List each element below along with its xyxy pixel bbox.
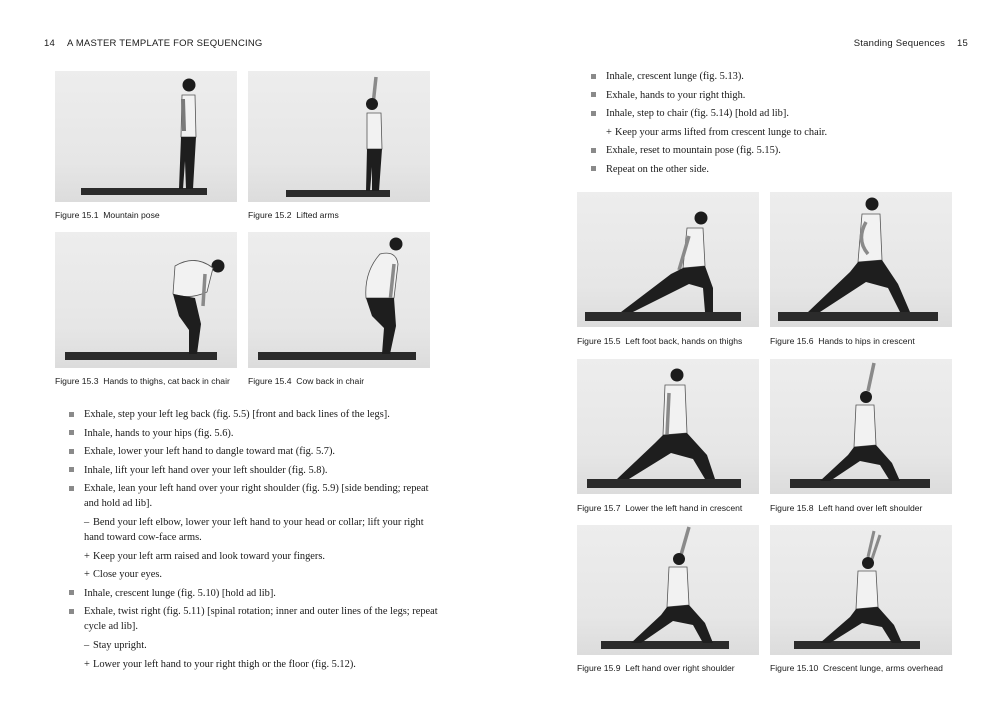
instruction-item: Inhale, hands to your hips (fig. 5.6).: [69, 426, 444, 441]
subitem-marker: +: [84, 658, 90, 670]
instruction-item: Exhale, twist right (fig. 5.11) [spinal rotation; inner and outer lines of the legs; repeat cycle ad lib].: [69, 604, 444, 634]
photo-left-hand-right-shoulder: [577, 525, 759, 655]
caption-15-6: Figure 15.6 Hands to hips in crescent: [770, 336, 915, 346]
right-running-title: Standing Sequences: [853, 38, 946, 49]
caption-15-7: Figure 15.7 Lower the left hand in crescent: [577, 503, 743, 513]
subitem-text: Stay upright.: [93, 639, 147, 651]
photo-crescent-arms-overhead: [770, 525, 952, 655]
photo-hands-hips-crescent: [770, 192, 952, 327]
instruction-subitem: [69, 549, 444, 564]
photo-mountain-pose: [55, 71, 237, 202]
instruction-item: Exhale, step your left leg back (fig. 5.5) [front and back lines of the legs].: [69, 407, 444, 422]
left-page-number: 14: [44, 38, 55, 49]
right-page-number: 15: [957, 38, 968, 49]
photo-lifted-arms: [248, 71, 430, 202]
left-running-title: A MASTER TEMPLATE FOR SEQUENCING: [66, 38, 263, 49]
subitem-text: Keep your left arm raised and look toward your fingers.: [93, 550, 325, 562]
instruction-item: Inhale, step to chair (fig. 5.14) [hold ad lib].: [591, 106, 971, 121]
caption-15-9: Figure 15.9 Left hand over right shoulder: [577, 663, 735, 673]
subitem-marker: +: [84, 550, 90, 562]
right-instruction-list: [591, 69, 971, 181]
subitem-text: Close your eyes.: [93, 569, 162, 581]
instruction-subitem: [69, 657, 444, 672]
left-running-head: [44, 38, 263, 49]
caption-15-8: Figure 15.8 Left hand over left shoulder: [770, 503, 923, 513]
caption-15-2: Figure 15.2 Lifted arms: [248, 210, 339, 220]
instruction-item: Exhale, hands to your right thigh.: [591, 88, 971, 103]
instruction-subitem: [591, 125, 971, 140]
photo-lower-left-hand: [577, 359, 759, 494]
caption-15-3: Figure 15.3 Hands to thighs, cat back in chair: [55, 376, 230, 386]
subitem-marker: +: [606, 126, 612, 138]
caption-15-4: Figure 15.4 Cow back in chair: [248, 376, 365, 386]
right-page: [504, 0, 1008, 720]
subitem-text: Keep your arms lifted from crescent lunge to chair.: [615, 126, 828, 138]
instruction-item: Inhale, lift your left hand over your left shoulder (fig. 5.8).: [69, 463, 444, 478]
subitem-marker: –: [84, 516, 90, 528]
subitem-text: Bend your left elbow, lower your left hand to your head or collar; lift your right hand toward cow-face arms.: [84, 516, 424, 543]
instruction-subitem: [69, 638, 444, 653]
subitem-text: Lower your left hand to your right thigh or the floor (fig. 5.12).: [93, 658, 356, 670]
instruction-item: Inhale, crescent lunge (fig. 5.13).: [591, 69, 971, 84]
subitem-marker: –: [84, 639, 90, 651]
photo-cat-back-chair: [55, 232, 237, 368]
instruction-item: Exhale, lower your left hand to dangle toward mat (fig. 5.7).: [69, 444, 444, 459]
instruction-item: Inhale, crescent lunge (fig. 5.10) [hold ad lib].: [69, 586, 444, 601]
instruction-item: Exhale, lean your left hand over your right shoulder (fig. 5.9) [side bending; repeat and hold ad lib].: [69, 481, 444, 511]
photo-left-hand-left-shoulder: [770, 359, 952, 494]
instruction-subitem: [69, 515, 444, 545]
caption-15-1: Figure 15.1 Mountain pose: [55, 210, 160, 220]
left-instruction-list: [69, 407, 444, 675]
instruction-item: Repeat on the other side.: [591, 162, 971, 177]
instruction-item: Exhale, reset to mountain pose (fig. 5.15).: [591, 143, 971, 158]
photo-left-foot-back: [577, 192, 759, 327]
right-running-head: [854, 38, 968, 49]
caption-15-5: Figure 15.5 Left foot back, hands on thighs: [577, 336, 743, 346]
instruction-subitem: [69, 567, 444, 582]
subitem-marker: +: [84, 569, 90, 581]
caption-15-10: Figure 15.10 Crescent lunge, arms overhead: [770, 663, 943, 673]
photo-cow-back-chair: [248, 232, 430, 368]
